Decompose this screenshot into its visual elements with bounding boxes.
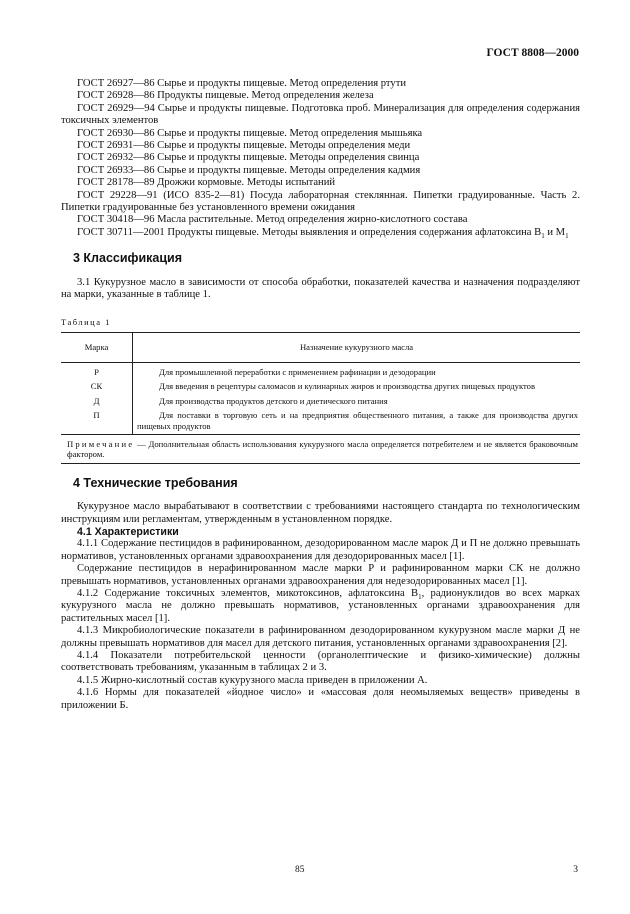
table-note-row — [61, 434, 580, 463]
paragraph-4-1-2: 4.1.2 Содержание токсичных элементов, микотоксинов, афлатоксина $B_1$, радионуклидов во всех марках кукурузного масла не должно превышать нормативов, установленных органами здравоохранения для растительных масел [1]. — [61, 588, 580, 624]
table-1 — [61, 332, 580, 464]
table-cell-purpose: Для поставки в торговую сеть и на предприятия общественного питания, а также для производства других пищевых продуктов — [137, 410, 578, 431]
reference-item: ГОСТ 30418—96 Масла растительные. Метод определения жирно-кислотного состава — [77, 214, 468, 226]
reference-item: ГОСТ 26933—86 Сырье и продукты пищевые. Методы определения кадмия — [77, 164, 421, 176]
table-cell-purpose: Для введения в рецептуры саломасов и кулинарных жиров и производства других пищевых продуктов — [159, 381, 536, 392]
reference-item: ГОСТ 26928—86 Продукты пищевые. Метод определения железа — [77, 90, 374, 102]
table-row — [61, 380, 580, 394]
reference-item: ГОСТ 28178—89 Дрожжи кормовые. Методы испытаний — [77, 177, 336, 189]
paragraph-4-1-4: 4.1.4 Показатели потребительской ценности (органолептические и физико-химические) должны соответствовать требованиям, указанным в таблицах 2 и 3. — [61, 650, 580, 674]
table-1-caption: Таблица 1 — [61, 316, 111, 327]
page-number-center: 85 — [295, 865, 305, 875]
reference-item: ГОСТ 26930—86 Сырье и продукты пищевые. Метод определения мышьяка — [77, 127, 423, 139]
paragraph-4-1-1: 4.1.1 Содержание пестицидов в рафинированном, дезодорированном масле марок Д и П не должно превышать нормативов, установленных органами здравоохранения для дезодорированных масел [1]. — [61, 538, 580, 562]
document-body — [61, 78, 580, 712]
table-header-mark: Марка — [61, 332, 133, 362]
table-row — [61, 395, 580, 409]
reference-item: ГОСТ 29228—91 (ИСО 835-2—81) Посуда лабораторная стеклянная. Пипетки градуированные. Часть 2. Пипетки градуированные без установленного времени ожидания — [61, 189, 580, 214]
table-cell-purpose: Для промышленной переработки с применением рафинации и дезодорации — [159, 366, 436, 377]
table-cell-mark: П — [61, 409, 133, 434]
paragraph-4-1-3: 4.1.3 Микробиологические показатели в рафинированном дезодорированном кукурузном масле марки Д не должны превышать нормативов для масел для детского питания, установленных органами здравоохранения [2]. — [61, 625, 580, 649]
table-cell-mark: Р — [61, 362, 133, 380]
table-note: Примечание — Дополнительная область использования кукурузного масла определяется потребителем и не является браковочным фактором. — [61, 434, 580, 463]
section-4-intro: Кукурузное масло вырабатывают в соответствии с требованиями настоящего стандарта по технологическим инструкциям или регламентам, утвержденным в установленном порядке. — [61, 501, 580, 525]
table-row — [61, 409, 580, 434]
table-header-purpose: Назначение кукурузного масла — [133, 332, 581, 362]
subsection-4-1-heading: 4.1 Характеристики — [77, 525, 179, 538]
paragraph-4-1-1-continued: Содержание пестицидов в нерафинированном масле марки Р и рафинированном марки СК не должно превышать нормативов, установленных органами здравоохранения для недезодорированных масел [1]. — [61, 563, 580, 587]
reference-item: ГОСТ 26929—94 Сырье и продукты пищевые. Подготовка проб. Минерализация для определения содержания токсичных элементов — [61, 102, 580, 127]
document-header: ГОСТ 8808—2000 — [486, 47, 579, 59]
section-3-heading: 3 Классификация — [73, 251, 183, 266]
reference-item: ГОСТ 26932—86 Сырье и продукты пищевые. Методы определения свинца — [77, 152, 420, 164]
reference-item-last: ГОСТ 30711—2001 Продукты пищевые. Методы выявления и определения содержания афлатоксина $B_1$ и $M_1$ — [77, 226, 569, 240]
table-cell-purpose: Для производства продуктов детского и диетического питания — [159, 395, 388, 406]
section-4-heading: 4 Технические требования — [73, 475, 238, 490]
section-3-paragraph: 3.1 Кукурузное масло в зависимости от способа обработки, показателей качества и назначения подразделяют на марки, указанные в таблице 1. — [61, 276, 580, 301]
paragraph-4-1-6: 4.1.6 Нормы для показателей «йодное число» и «массовая доля неомыляемых веществ» приведены в приложении Б. — [61, 687, 580, 711]
table-row — [61, 362, 580, 380]
reference-item: ГОСТ 26931—86 Сырье и продукты пищевые. Методы определения меди — [77, 140, 411, 152]
reference-item: ГОСТ 26927—86 Сырье и продукты пищевые. Метод определения ртути — [77, 78, 407, 89]
paragraph-4-1-5: 4.1.5 Жирно-кислотный состав кукурузного масла приведен в приложении А. — [77, 674, 428, 686]
references-list — [61, 78, 580, 239]
table-cell-mark: СК — [61, 380, 133, 394]
page-number-right: 3 — [573, 865, 578, 875]
table-cell-mark: Д — [61, 395, 133, 409]
